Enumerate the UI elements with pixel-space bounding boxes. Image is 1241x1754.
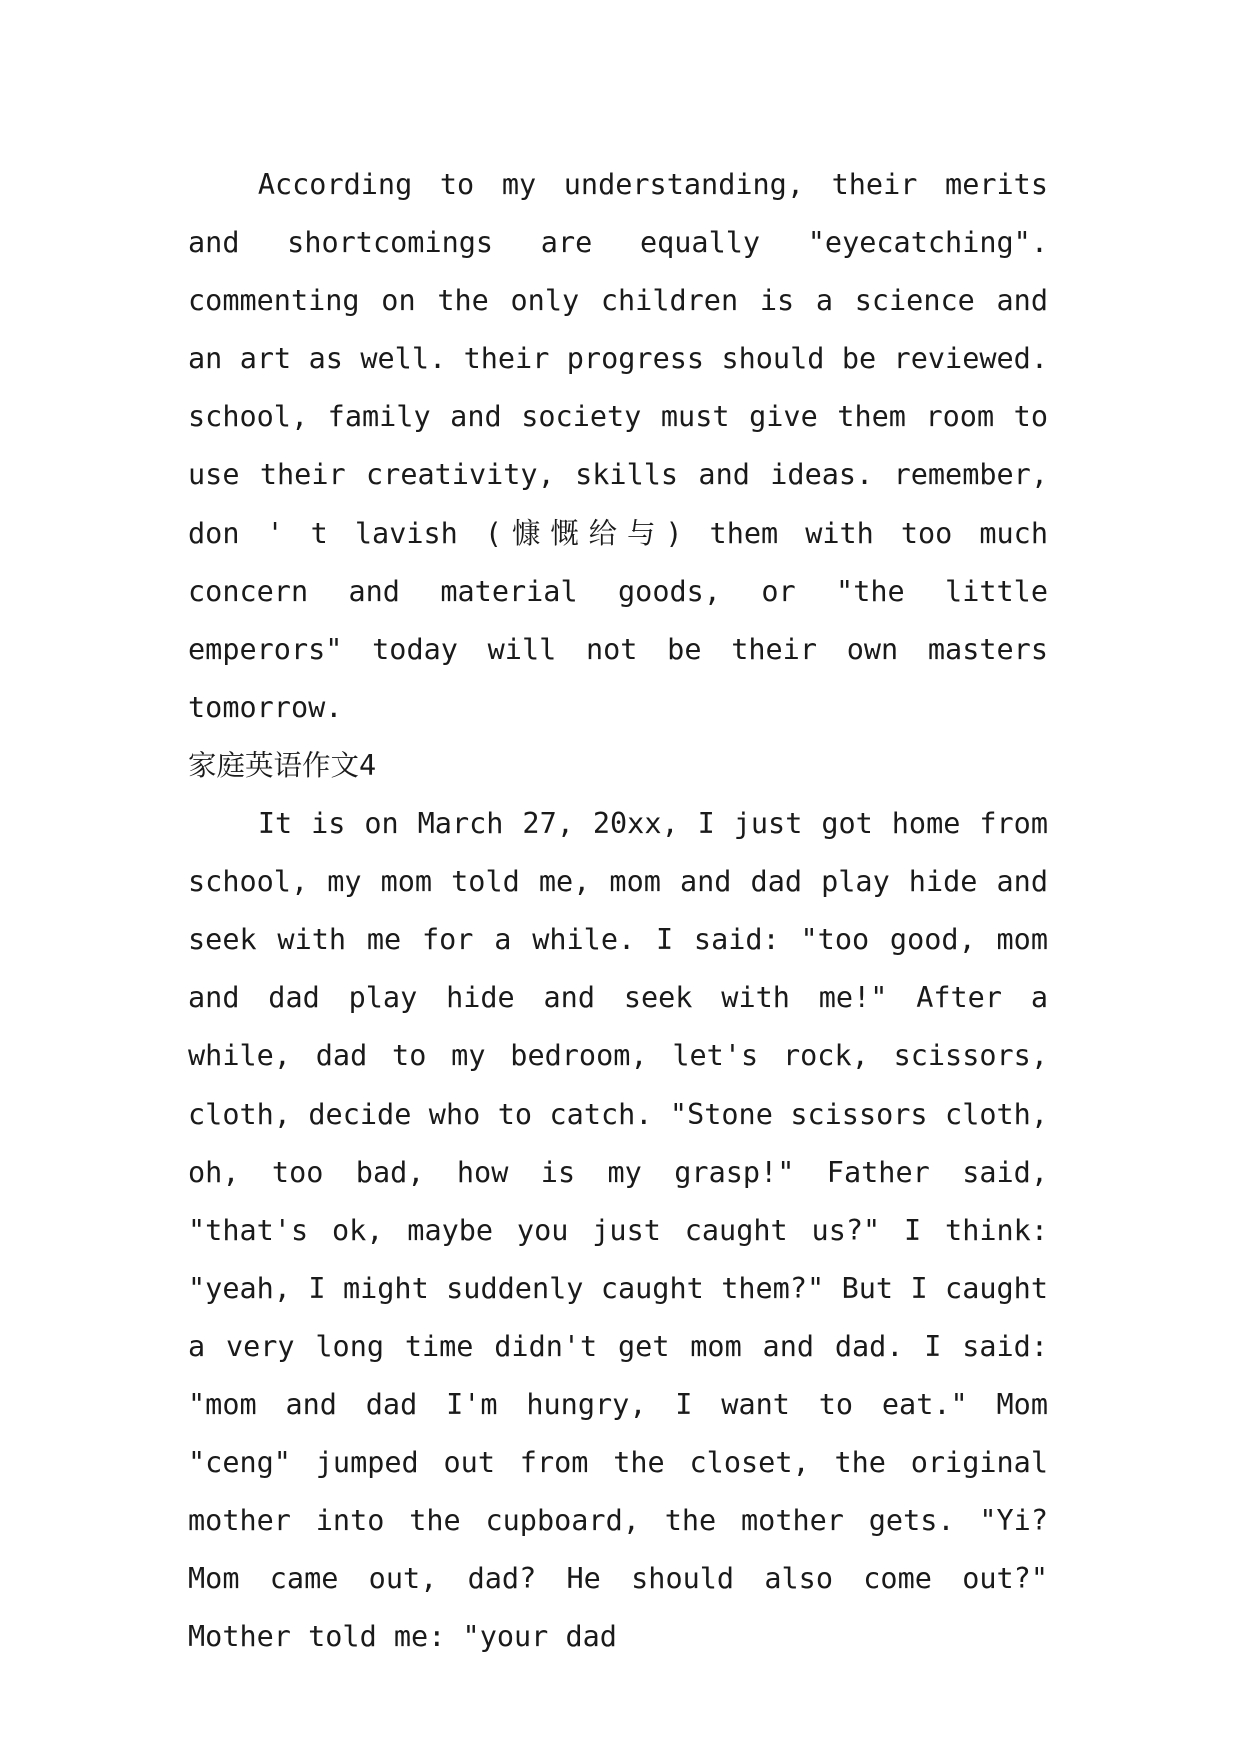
document-body (188, 156, 1048, 1666)
paragraph-hide-and-seek: It is on March 27, 20xx, I just got home from school, my mom told me, mom and dad play hide and seek with me for a while. I said: "too good, mom and dad play hide and seek with me!" After a while, dad to my bedroom, let's rock, scissors, cloth, decide who to catch. "Stone scissors cloth, oh, too bad, how is my grasp!" Father said, "that's ok, maybe you just caught us?" I think: "yeah, I might suddenly caught them?" But I caught a very long time didn't get mom and dad. I said: "mom and dad I'm hungry, I want to eat." Mom "ceng" jumped out from the closet, the original mother into the cupboard, the mother gets. "Yi? Mom came out, dad? He should also come out?" Mother told me: "your dad (188, 807, 1048, 1654)
section-heading: 家庭英语作文4 (188, 748, 377, 782)
paragraph-merits: According to my understanding, their merits and shortcomings are equally "eyecatching". commenting on the only children is a science and an art as well. their progress should be reviewed. school, family and society must give them room to use their creativity, skills and ideas. remember, don ' t lavish (慷慨给与) them with too much concern and material goods, or "the little emperors" today will not be their own masters tomorrow. (188, 168, 1048, 724)
